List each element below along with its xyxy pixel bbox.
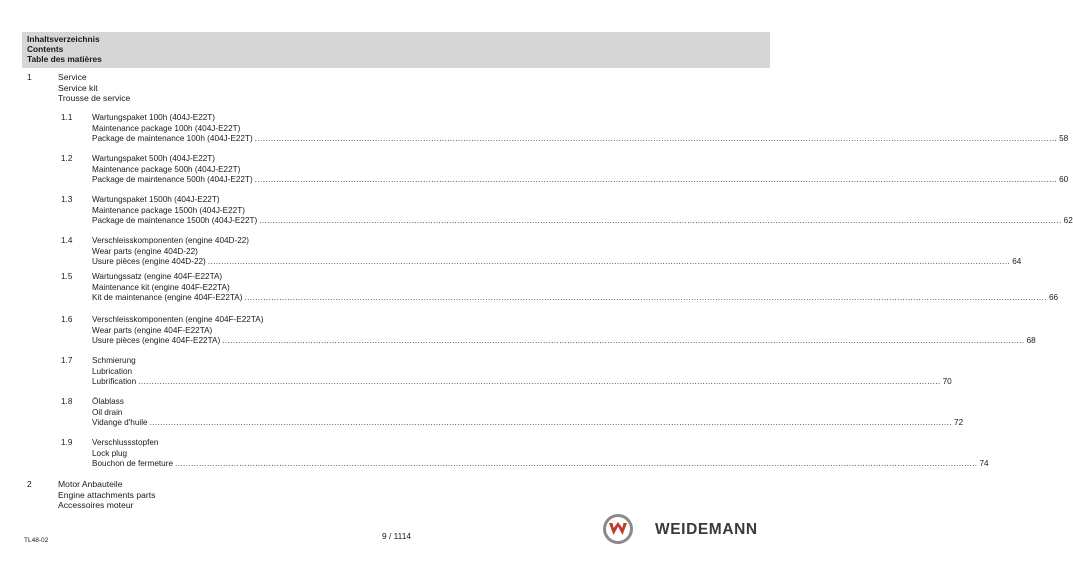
brand-wordmark: WEIDEMANN <box>655 521 758 538</box>
entry-page-number[interactable]: 64 <box>1012 257 1022 267</box>
dot-leader: ............................................................................................................................................................................................................................................................................................................ <box>175 459 978 469</box>
entry-number: 1.8 <box>61 397 73 406</box>
toc-title-de: Inhaltsverzeichnis <box>27 34 100 44</box>
chapter-number: 2 <box>27 479 32 489</box>
entry-number: 1.1 <box>61 113 73 122</box>
entry-number: 1.9 <box>61 438 73 447</box>
document-code: TL48-02 <box>24 537 49 544</box>
entry-number: 1.7 <box>61 356 73 365</box>
entry-title-de: Verschleisskomponenten (engine 404D-22) <box>92 236 250 245</box>
entry-title-de: Wartungspaket 500h (404J-E22T) <box>92 154 216 163</box>
entry-page-number[interactable]: 70 <box>942 377 952 387</box>
entry-title-fr: Package de maintenance 100h (404J-E22T) <box>92 134 253 144</box>
chapter-title-en: Engine attachments parts <box>58 489 156 500</box>
entry-number: 1.2 <box>61 154 73 163</box>
entry-page-number[interactable]: 62 <box>1063 216 1073 226</box>
chapter-title-fr: Trousse de service <box>58 93 131 104</box>
dot-leader: ............................................................................................................................................................................................................................................................................................................ <box>138 377 941 387</box>
entry-number: 1.3 <box>61 195 73 204</box>
entry-number: 1.6 <box>61 315 73 324</box>
dot-leader: ............................................................................................................................................................................................................................................................................................................ <box>222 336 1025 346</box>
entry-page-number[interactable]: 74 <box>979 459 989 469</box>
dot-leader: ............................................................................................................................................................................................................................................................................................................ <box>254 175 1058 185</box>
chapter-title-en: Service kit <box>58 82 98 93</box>
entry-title-de: Verschleisskomponenten (engine 404F-E22TA) <box>92 315 264 324</box>
entry-title-en: Maintenance package 100h (404J-E22T) <box>92 123 241 133</box>
dot-leader: ............................................................................................................................................................................................................................................................................................................ <box>259 216 1062 226</box>
entry-title-en: Wear parts (engine 404F-E22TA) <box>92 325 213 335</box>
entry-title-en: Oil drain <box>92 407 123 417</box>
entry-title-fr: Usure pièces (engine 404F-E22TA) <box>92 336 221 346</box>
entry-title-en: Maintenance package 1500h (404J-E22T) <box>92 205 245 215</box>
weidemann-logo-icon <box>603 514 633 544</box>
entry-title-de: Wartungssatz (engine 404F-E22TA) <box>92 272 223 281</box>
entry-page-number[interactable]: 66 <box>1048 293 1059 303</box>
entry-title-de: Wartungspaket 100h (404J-E22T) <box>92 113 216 122</box>
entry-title-de: Verschlussstopfen <box>92 438 159 447</box>
entry-title-en: Wear parts (engine 404D-22) <box>92 246 198 256</box>
entry-page-number[interactable]: 58 <box>1059 134 1069 144</box>
entry-number: 1.5 <box>61 272 73 281</box>
entry-page-number[interactable]: 68 <box>1026 336 1036 346</box>
entry-title-en: Lock plug <box>92 448 128 458</box>
entry-title-fr: Lubrification <box>92 377 137 387</box>
entry-page-number[interactable]: 72 <box>954 418 964 428</box>
chapter-title-fr: Accessoires moteur <box>58 500 134 511</box>
entry-page-number[interactable]: 60 <box>1059 175 1069 185</box>
entry-title-fr: Vidange d'huile <box>92 418 148 428</box>
dot-leader: ............................................................................................................................................................................................................................................................................................................ <box>254 134 1058 144</box>
chapter-title-de: Service <box>58 72 87 82</box>
entry-title-fr: Bouchon de fermeture <box>92 459 174 469</box>
entry-title-en: Lubrication <box>92 366 133 376</box>
w-glyph-icon <box>608 522 628 536</box>
toc-header <box>22 32 770 68</box>
dot-leader: ............................................................................................................................................................................................................................................................................................................ <box>149 418 953 428</box>
entry-title-en: Maintenance kit (engine 404F-E22TA) <box>92 282 230 292</box>
entry-number: 1.4 <box>61 236 73 245</box>
entry-title-de: Wartungspaket 1500h (404J-E22T) <box>92 195 220 204</box>
page-indicator: 9 / 1114 <box>382 531 412 541</box>
entry-title-fr: Kit de maintenance (engine 404F-E22TA) <box>92 293 243 303</box>
chapter-title-de: Motor Anbauteile <box>58 479 123 489</box>
entry-title-fr: Usure pièces (engine 404D-22) <box>92 257 206 267</box>
entry-title-de: Schmierung <box>92 356 136 365</box>
entry-title-fr: Package de maintenance 1500h (404J-E22T) <box>92 216 258 226</box>
toc-title-fr: Table des matières <box>27 54 102 64</box>
dot-leader: ............................................................................................................................................................................................................................................................................................................ <box>207 257 1011 267</box>
entry-title-de: Ölablass <box>92 397 124 406</box>
toc-title-en: Contents <box>27 44 64 54</box>
entry-title-en: Maintenance package 500h (404J-E22T) <box>92 164 241 174</box>
chapter-number: 1 <box>27 72 32 82</box>
dot-leader: ............................................................................................................................................................................................................................................................................................................ <box>244 293 1047 303</box>
entry-title-fr: Package de maintenance 500h (404J-E22T) <box>92 175 253 185</box>
